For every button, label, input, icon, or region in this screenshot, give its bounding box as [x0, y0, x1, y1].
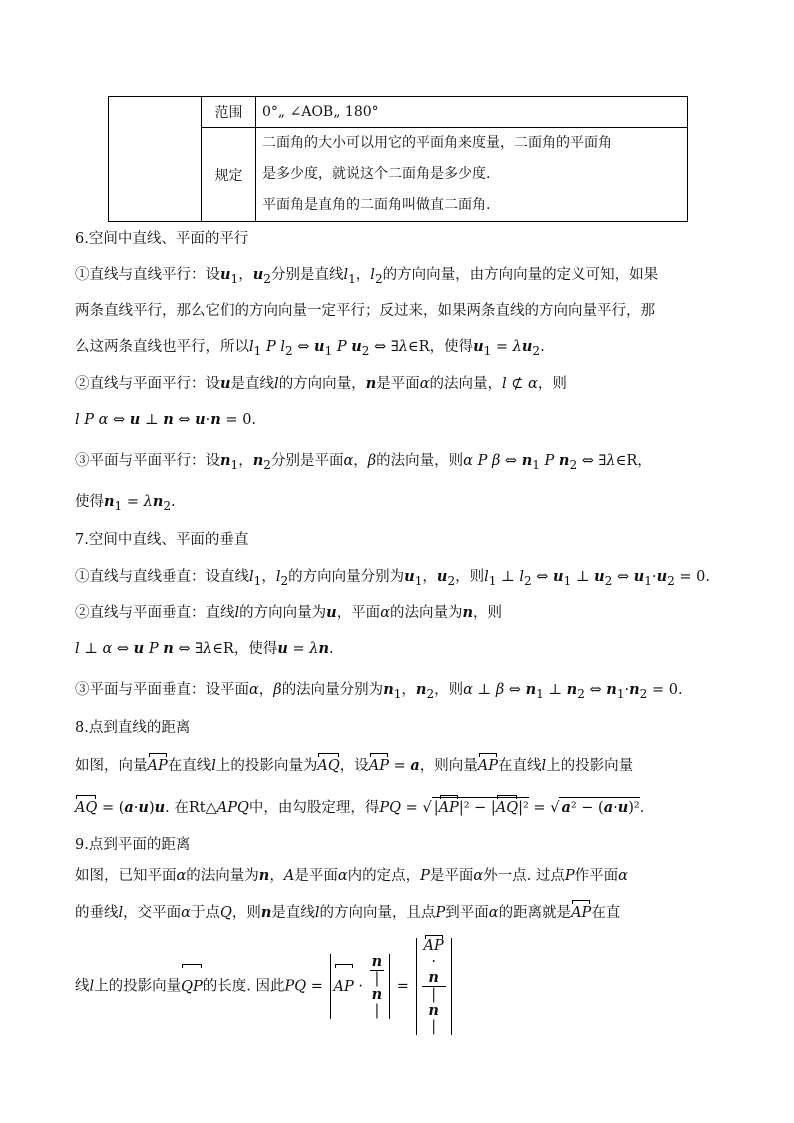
s6-para3-line2: 使得$n_1 = \lambda n_2$. [75, 493, 176, 513]
section-8-title: 8.点到直线的距离 [75, 720, 191, 736]
section-7-title: 7.空间中直线、平面的垂直 [75, 532, 249, 548]
section-6-title: 6.空间中直线、平面的平行 [75, 231, 249, 247]
range-label: 范围 [202, 97, 256, 128]
s7-para1: ①直线与直线垂直：设直线$l_1$，$l_2$的方向向量分别为$u_1$，$u_2$，则$l_1$ ⊥ $l_2$ ⇔ $u_1$ ⊥ $u_2$ ⇔ $u_1\cdot u_2 = 0$. [75, 568, 710, 588]
rule-content [256, 128, 688, 222]
s8-line1: 如图，向量AP在直线l上的投影向量为AQ，设AP = a，则向量AP在直线l上的投影向量 [75, 757, 634, 774]
s8-line2: AQ = (a·u)u. 在Rt△APQ中，由勾股定理，得PQ = √ |AP|² − |AQ|² = √ a² − (a·u)². [75, 799, 645, 816]
section-9-title: 9.点到平面的距离 [75, 837, 191, 853]
range-value: 0°„ ∠AOB„ 180° [256, 97, 688, 128]
table-blank-cell [109, 97, 202, 222]
abs-expression-2: AP · n | n | [416, 938, 452, 1035]
rule-line-3: 平面角是直角的二面角叫做直二面角. [262, 197, 491, 213]
s6-para1-line2: 两条直线平行，那么它们的方向向量一定平行；反过来，如果两条直线的方向向量平行，那 [75, 303, 655, 319]
dihedral-angle-table [108, 96, 688, 222]
s7-para2-line2: l ⊥ α ⇔ u P n ⇔ ∃λ∈R，使得u = λn. [75, 640, 334, 657]
s9-line2: 的垂线l，交平面α于点Q，则n是直线l的方向向量，且点P到平面α的距离就是AP在直 [75, 904, 621, 921]
s9-line3: 线l上的投影向量QP的长度. 因此PQ = AP · n | n | = AP · n | n | [75, 938, 725, 1035]
s6-para2-line2: l P α ⇔ u ⊥ n ⇔ u·n = 0. [75, 411, 257, 428]
s6-para1-line1: ①直线与直线平行：设$u_1$，$u_2$分别是直线$l_1$，$l_2$的方向向量，由方向向量的定义可知，如果 [75, 266, 659, 286]
abs-expression-1: AP · n | n | [330, 954, 391, 1019]
s7-para2-line1: ②直线与平面垂直：直线l的方向向量为u，平面α的法向量为n，则 [75, 604, 503, 621]
rule-line-1: 二面角的大小可以用它的平面角来度量，二面角的平面角 [262, 135, 612, 151]
rule-line-2: 是多少度，就说这个二面角是多少度. [262, 166, 491, 182]
s9-line1: 如图，已知平面α的法向量为n，A是平面α内的定点，P是平面α外一点. 过点P作平面α [75, 867, 628, 884]
rule-label: 规定 [202, 128, 256, 222]
s6-para2-line1: ②直线与平面平行：设u是直线l的方向向量，n是平面α的法向量，l ⊄ α，则 [75, 375, 567, 392]
s6-para3-line1: ③平面与平面平行：设$n_1$，$n_2$分别是平面α，β的法向量，则α P β ⇔ $n_1$ P $n_2$ ⇔ ∃λ∈R， [75, 452, 652, 472]
s6-para1-line3: 么这两条直线也平行，所以$l_1$ P $l_2$ ⇔ $u_1$ P $u_2$ ⇔ ∃λ∈R，使得$u_1 = \lambda u_2$. [75, 338, 545, 358]
s7-para3: ③平面与平面垂直：设平面α，β的法向量分别为$n_1$，$n_2$，则α ⊥ β ⇔ $n_1$ ⊥ $n_2$ ⇔ $n_1\cdot n_2 = 0$. [75, 681, 683, 701]
